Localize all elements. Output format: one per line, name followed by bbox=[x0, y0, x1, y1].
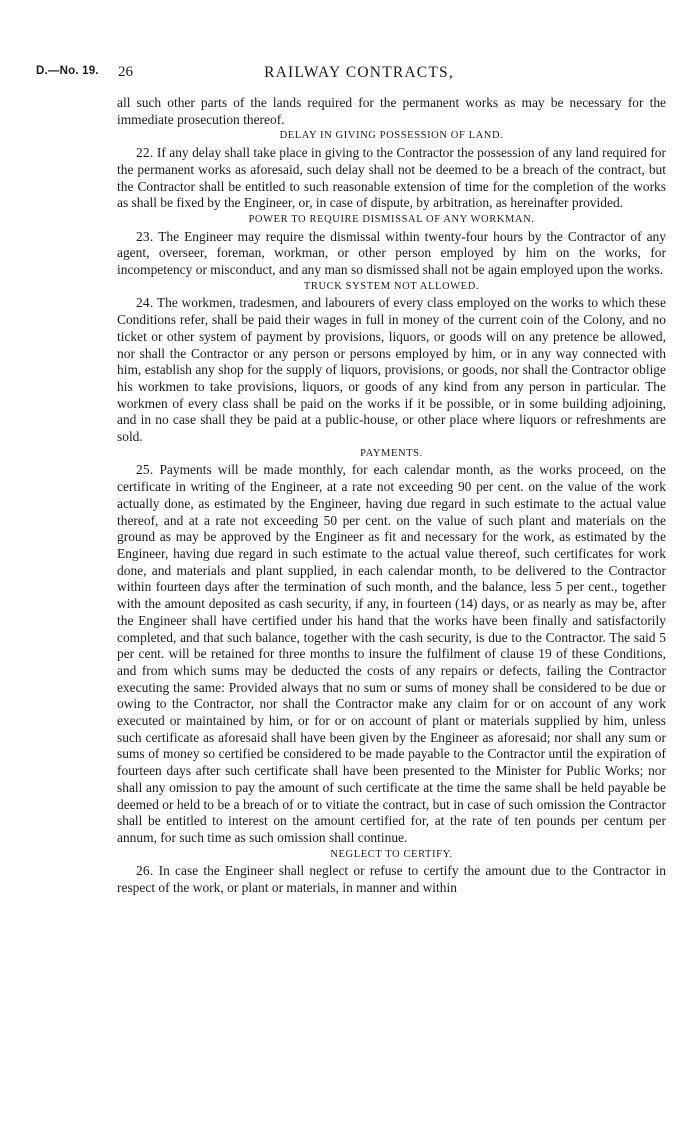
clause-number: 23. bbox=[136, 228, 154, 244]
clause-text: In case the Engineer shall neglect or refuse to certify the amount due to the Contractor in respect of the work, or plant or materials, in manner and within bbox=[117, 863, 667, 896]
document-body bbox=[117, 95, 666, 897]
section-heading: POWER TO REQUIRE DISMISSAL OF ANY WORKMAN. bbox=[248, 213, 535, 225]
section-neglect-certify bbox=[117, 847, 666, 897]
section-dismissal-workman bbox=[117, 212, 666, 279]
clause-text: The Engineer may require the dismissal within twenty-four hours by the Contractor of any agent, overseer, foreman, workman, or other person employed by him on the works, for incompetency or misconduct, and any man so dismissed shall not be again employed upon the works. bbox=[117, 228, 666, 278]
page-number: 26 bbox=[118, 64, 133, 80]
running-head bbox=[0, 64, 700, 84]
section-paragraph bbox=[117, 863, 666, 896]
running-title: RAILWAY CONTRACTS, bbox=[264, 64, 454, 81]
clause-text: If any delay shall take place in giving to the Contractor the possession of any land required for the permanent works as aforesaid, such delay shall not be deemed to be a breach of the contract, but the Contractor shall be entitled to such reasonable extension of time for the completion of the works as shall be fixed by the Engineer, or, in case of dispute, by arbitration, as hereinafter provided. bbox=[117, 145, 666, 211]
section-heading: PAYMENTS. bbox=[360, 447, 423, 459]
clause-number: 26. bbox=[136, 863, 154, 879]
section-heading: TRUCK SYSTEM NOT ALLOWED. bbox=[303, 280, 480, 292]
section-paragraph bbox=[117, 295, 666, 445]
section-heading: DELAY IN GIVING POSSESSION OF LAND. bbox=[279, 130, 504, 142]
clause-text: Payments will be made monthly, for each calendar month, as the works proceed, on the certificate in writing of the Engineer, at a rate not exceeding 90 per cent. on the value of the work actually done, as estimated by the Engineer, having due regard in such estimate to the actual value thereof, and at a rate not exceeding 50 per cent. on the value of such plant and materials on the ground as may be approved by the Engineer as fit and necessary for the work, as estimated by the Engineer, having due regard in such estimate to the actual value thereof, such certificates for work done, and materials and plant supplied, in each calendar month, to be delivered to the Contractor within fourteen days after the termination of such month, and the balance, less 5 per cent., together with the amount deposited as cash security, if any, in fourteen (14) days, or as nearly as may be, after the Engineer shall have certified under his hand that the works have been finally and satisfactorily completed, and that such balance, together with the cash security, is due to the Contractor. The said 5 per cent. will be retained for three months to insure the fulfilment of clause 19 of these Conditions, and from which sums may be deducted the costs of any repairs or defects, failing the Contractor executing the same: Provided always that no sum or sums of money shall be considered to be due or owing to the Contractor, nor shall the Contractor make any claim for or on account of any work executed or maintained by him, or for or on account of plant or materials supplied by him, unless such certificate as aforesaid shall have been given by the Engineer as aforesaid; nor shall any sum or sums of money so certified be considered to be made payable to the Contractor until the expiration of fourteen days after such certificate shall have been presented to the Minister for Public Works; nor shall any omission to pay the amount of such certificate at the time the same shall be held payable be deemed or held to be a breach of or to vitiate the contract, but in case of such omission the Contractor shall be entitled to interest on the amount certified for, at the rate of ten pounds per centum per annum, for such time as such omission shall continue. bbox=[117, 462, 666, 845]
section-heading: NEGLECT TO CERTIFY. bbox=[330, 848, 453, 860]
clause-text: The workmen, tradesmen, and labourers of every class employed on the works to which these Conditions refer, shall be paid their wages in full in money of the current coin of the Colony, and no ticket or other system of payment by provisions, liquors, or goods will on any pretence be allowed, nor shall the Contractor or any person or persons employed by him, or in any way connected with him, establish any shop for the supply of liquors, provisions, or goods, nor shall the Contractor oblige his workmen to take provisions, liquors, or goods of any kind from any person in particular. The workmen of every class shall be paid on the works if it be possible, or in some building adjoining, and in no case shall they be paid at a public-house, or other place where liquors or refreshments are sold. bbox=[117, 295, 666, 445]
section-delay-possession bbox=[117, 128, 666, 212]
clause-number: 25. bbox=[136, 462, 154, 478]
clause-number: 22. bbox=[136, 145, 154, 161]
continuation-paragraph: all such other parts of the lands required for the permanent works as may be necessary for the immediate prosecution thereof. bbox=[117, 95, 666, 127]
section-paragraph bbox=[117, 145, 666, 212]
section-payments bbox=[117, 446, 666, 847]
section-paragraph bbox=[117, 462, 666, 846]
section-paragraph bbox=[117, 229, 666, 279]
section-truck-system bbox=[117, 279, 666, 446]
document-reference: D.—No. 19. bbox=[36, 65, 99, 77]
clause-number: 24. bbox=[136, 295, 154, 311]
